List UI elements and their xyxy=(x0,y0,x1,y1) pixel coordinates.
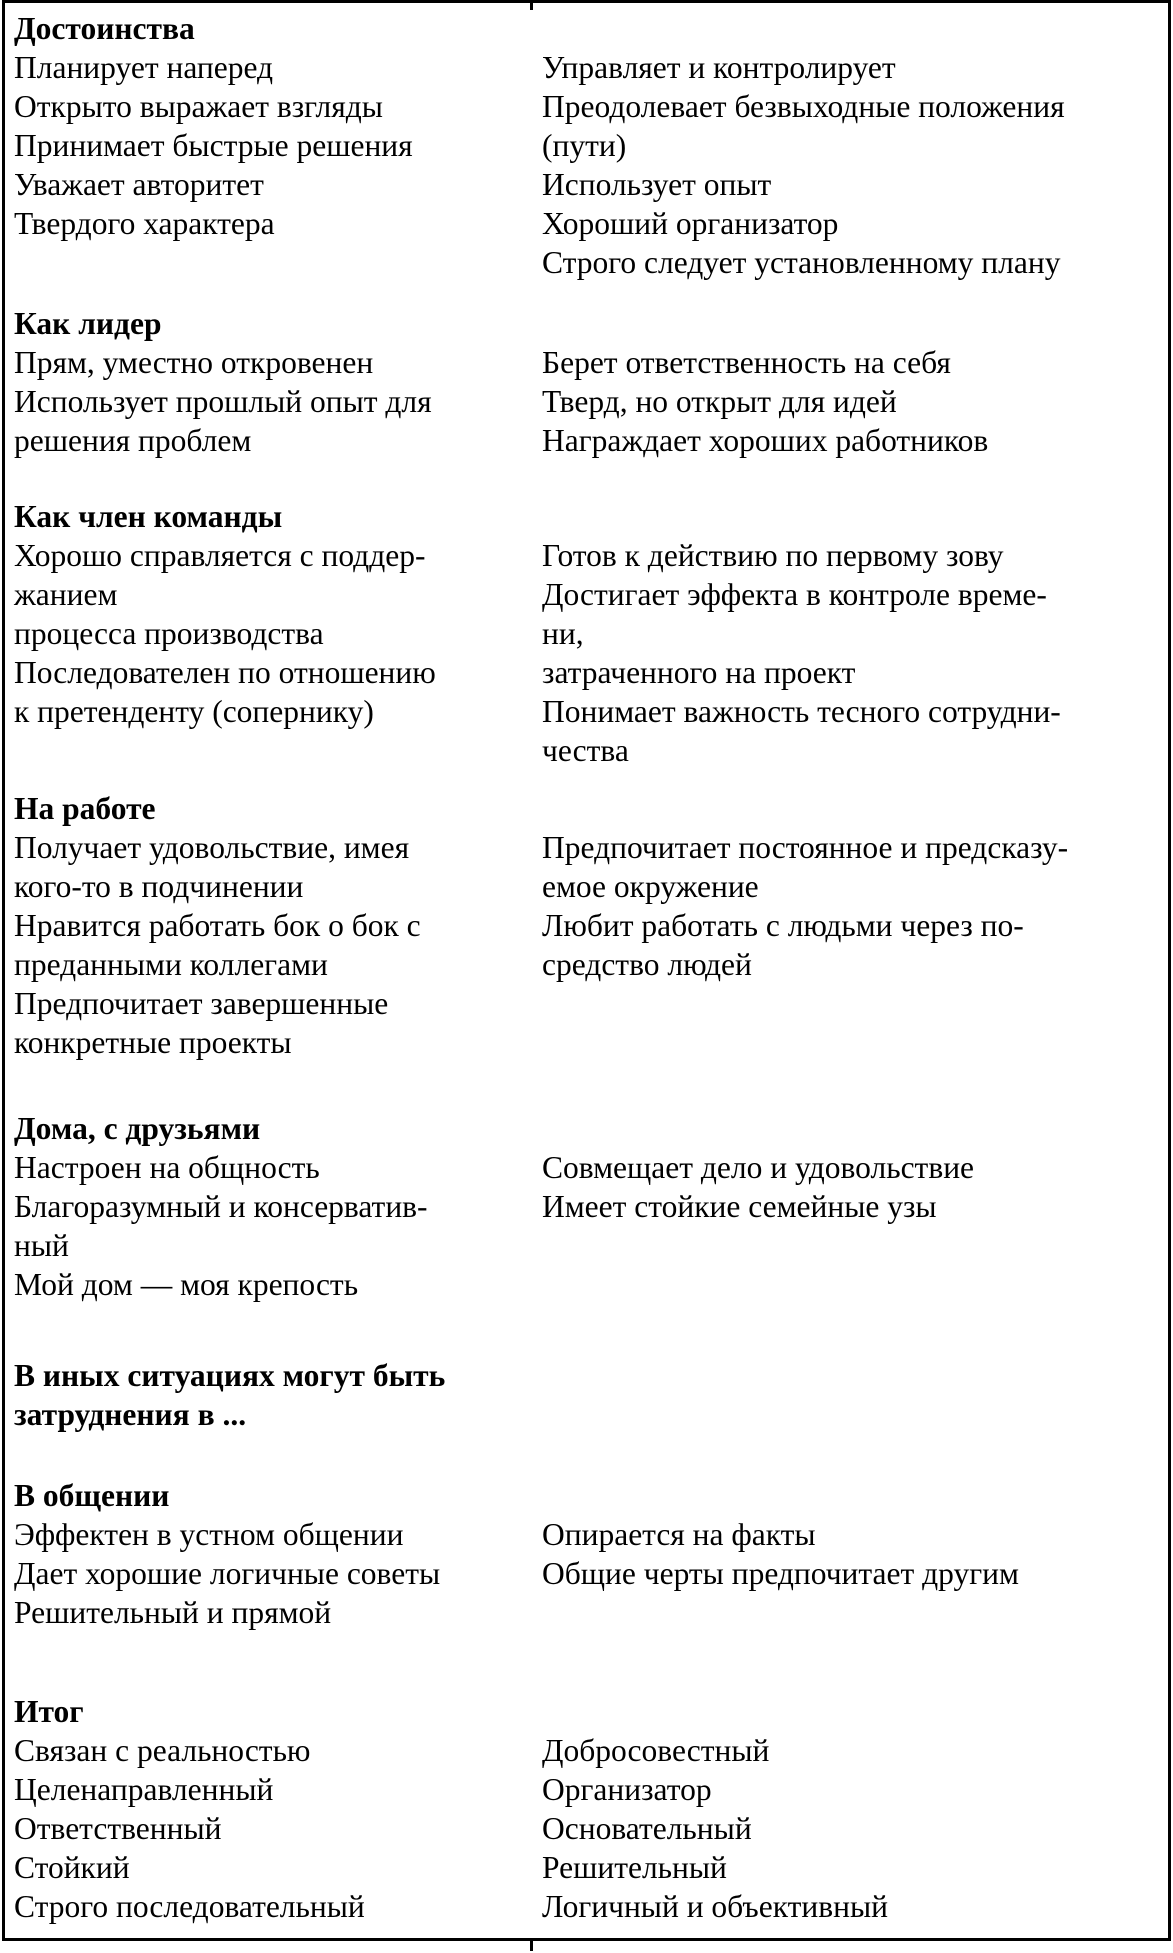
left-cell-text: к претенденту (сопернику) xyxy=(14,694,374,729)
right-cell-text: Основательный xyxy=(542,1811,752,1846)
right-cell-text: Строго следует установленному плану xyxy=(542,245,1061,280)
table-row xyxy=(5,165,1168,204)
right-cell-text: Имеет стойкие семейные узы xyxy=(542,1189,937,1224)
section-heading: Итог xyxy=(14,1694,84,1729)
right-cell-text: Добросовестный xyxy=(542,1733,770,1768)
right-cell-text: средство людей xyxy=(542,947,752,982)
section xyxy=(5,1476,1168,1632)
right-cell-text: Использует опыт xyxy=(542,167,772,202)
section-heading-row xyxy=(5,497,1168,536)
section xyxy=(5,1109,1168,1304)
table-row xyxy=(5,1554,1168,1593)
right-cell-text: Любит работать с людьми через по- xyxy=(542,908,1024,943)
table-row xyxy=(5,692,1168,731)
left-cell-text: конкретные проекты xyxy=(14,1025,292,1060)
right-cell-text: Опирается на факты xyxy=(542,1517,816,1552)
section xyxy=(5,789,1168,1062)
table-row xyxy=(5,575,1168,614)
left-cell-text: ный xyxy=(14,1228,69,1263)
table-row xyxy=(5,1593,1168,1632)
left-cell-text: кого-то в подчинении xyxy=(14,869,304,904)
section-heading: В иных ситуациях могут быть xyxy=(14,1358,446,1393)
table-row xyxy=(5,828,1168,867)
table-row xyxy=(5,1023,1168,1062)
table-row xyxy=(5,243,1168,282)
right-cell-text: Совмещает дело и удовольствие xyxy=(542,1150,975,1185)
table-row xyxy=(5,1731,1168,1770)
section xyxy=(5,1692,1168,1926)
table-row xyxy=(5,1148,1168,1187)
right-cell-text: Берет ответственность на себя xyxy=(542,345,951,380)
right-cell-text: Общие черты предпочитает другим xyxy=(542,1556,1019,1591)
right-cell-text: Управляет и контролирует xyxy=(542,50,896,85)
section-heading: На работе xyxy=(14,791,156,826)
section-heading-row xyxy=(5,1395,1168,1434)
left-cell-text: преданными коллегами xyxy=(14,947,328,982)
table-row xyxy=(5,945,1168,984)
right-cell-text: (пути) xyxy=(542,128,627,163)
table-body xyxy=(5,3,1168,1926)
section-heading-row xyxy=(5,304,1168,343)
left-cell-text: Эффектен в устном общении xyxy=(14,1517,404,1552)
right-cell-text: Хороший организатор xyxy=(542,206,839,241)
table-row xyxy=(5,984,1168,1023)
left-cell-text: Последователен по отношению xyxy=(14,655,436,690)
left-cell-text: жанием xyxy=(14,577,118,612)
section xyxy=(5,1356,1168,1434)
right-cell-text: Преодолевает безвыходные положения xyxy=(542,89,1065,124)
table-row xyxy=(5,867,1168,906)
section-heading-row xyxy=(5,789,1168,828)
section-heading-row xyxy=(5,1476,1168,1515)
section-heading-row xyxy=(5,1109,1168,1148)
table-row xyxy=(5,906,1168,945)
right-cell-text: Логичный и объективный xyxy=(542,1889,888,1924)
table-row xyxy=(5,204,1168,243)
left-cell-text: Дает хорошие логичные советы xyxy=(14,1556,441,1591)
table-row xyxy=(5,343,1168,382)
section-heading-row xyxy=(5,9,1168,48)
table-row xyxy=(5,126,1168,165)
left-cell-text: Использует прошлый опыт для xyxy=(14,384,432,419)
table-row xyxy=(5,1848,1168,1887)
left-cell-text: Связан с реальностью xyxy=(14,1733,311,1768)
table-row xyxy=(5,1770,1168,1809)
traits-table xyxy=(2,0,1171,1941)
left-cell-text: Твердого характера xyxy=(14,206,275,241)
section xyxy=(5,9,1168,282)
table-row xyxy=(5,421,1168,460)
left-cell-text: Благоразумный и консерватив- xyxy=(14,1189,428,1224)
left-cell-text: Уважает авторитет xyxy=(14,167,264,202)
left-cell-text: Настроен на общность xyxy=(14,1150,320,1185)
table-row xyxy=(5,1265,1168,1304)
left-cell-text: решения проблем xyxy=(14,423,252,458)
section-heading: Дома, с друзьями xyxy=(14,1111,261,1146)
table-row xyxy=(5,1187,1168,1226)
table-row xyxy=(5,48,1168,87)
left-cell-text: Открыто выражает взгляды xyxy=(14,89,383,124)
right-cell-text: емое окружение xyxy=(542,869,759,904)
right-cell-text: Понимает важность тесного сотрудни- xyxy=(542,694,1061,729)
section-heading-row xyxy=(5,1356,1168,1395)
right-cell-text: Тверд, но открыт для идей xyxy=(542,384,897,419)
left-cell-text: Целенаправленный xyxy=(14,1772,274,1807)
section-heading: Как член команды xyxy=(14,499,283,534)
section-heading: В общении xyxy=(14,1478,170,1513)
left-cell-text: Решительный и прямой xyxy=(14,1595,332,1630)
left-cell-text: Мой дом — моя крепость xyxy=(14,1267,359,1302)
left-cell-text: Принимает быстрые решения xyxy=(14,128,413,163)
left-cell-text: Ответственный xyxy=(14,1811,222,1846)
section-heading: Как лидер xyxy=(14,306,162,341)
left-cell-text: Планирует наперед xyxy=(14,50,274,85)
right-cell-text: Предпочитает постоянное и предсказу- xyxy=(542,830,1069,865)
table-row xyxy=(5,1809,1168,1848)
table-row xyxy=(5,1887,1168,1926)
right-cell-text: Награждает хороших работников xyxy=(542,423,989,458)
left-cell-text: Предпочитает завершенные xyxy=(14,986,389,1021)
column-divider-tick-top xyxy=(530,3,533,10)
table-row xyxy=(5,1226,1168,1265)
right-cell-text: Организатор xyxy=(542,1772,712,1807)
right-cell-text: чества xyxy=(542,733,629,768)
section-heading: затруднения в ... xyxy=(14,1397,247,1432)
section xyxy=(5,304,1168,460)
column-divider-tick-bottom xyxy=(530,1938,533,1951)
left-cell-text: Нравится работать бок о бок с xyxy=(14,908,421,943)
table-row xyxy=(5,382,1168,421)
section xyxy=(5,497,1168,770)
left-cell-text: Стойкий xyxy=(14,1850,130,1885)
left-cell-text: Получает удовольствие, имея xyxy=(14,830,410,865)
right-cell-text: затраченного на проект xyxy=(542,655,856,690)
table-row xyxy=(5,614,1168,653)
section-heading: Достоинства xyxy=(14,11,195,46)
right-cell-text: Достигает эффекта в контроле време- xyxy=(542,577,1047,612)
section-heading-row xyxy=(5,1692,1168,1731)
table-row xyxy=(5,653,1168,692)
right-cell-text: Готов к действию по первому зову xyxy=(542,538,1004,573)
left-cell-text: Прям, уместно откровенен xyxy=(14,345,374,380)
table-row xyxy=(5,87,1168,126)
right-cell-text: ни, xyxy=(542,616,584,651)
left-cell-text: Строго последовательный xyxy=(14,1889,365,1924)
left-cell-text: Хорошо справляется с поддер- xyxy=(14,538,426,573)
table-row xyxy=(5,536,1168,575)
right-cell-text: Решительный xyxy=(542,1850,727,1885)
left-cell-text: процесса производства xyxy=(14,616,324,651)
table-row xyxy=(5,1515,1168,1554)
table-row xyxy=(5,731,1168,770)
